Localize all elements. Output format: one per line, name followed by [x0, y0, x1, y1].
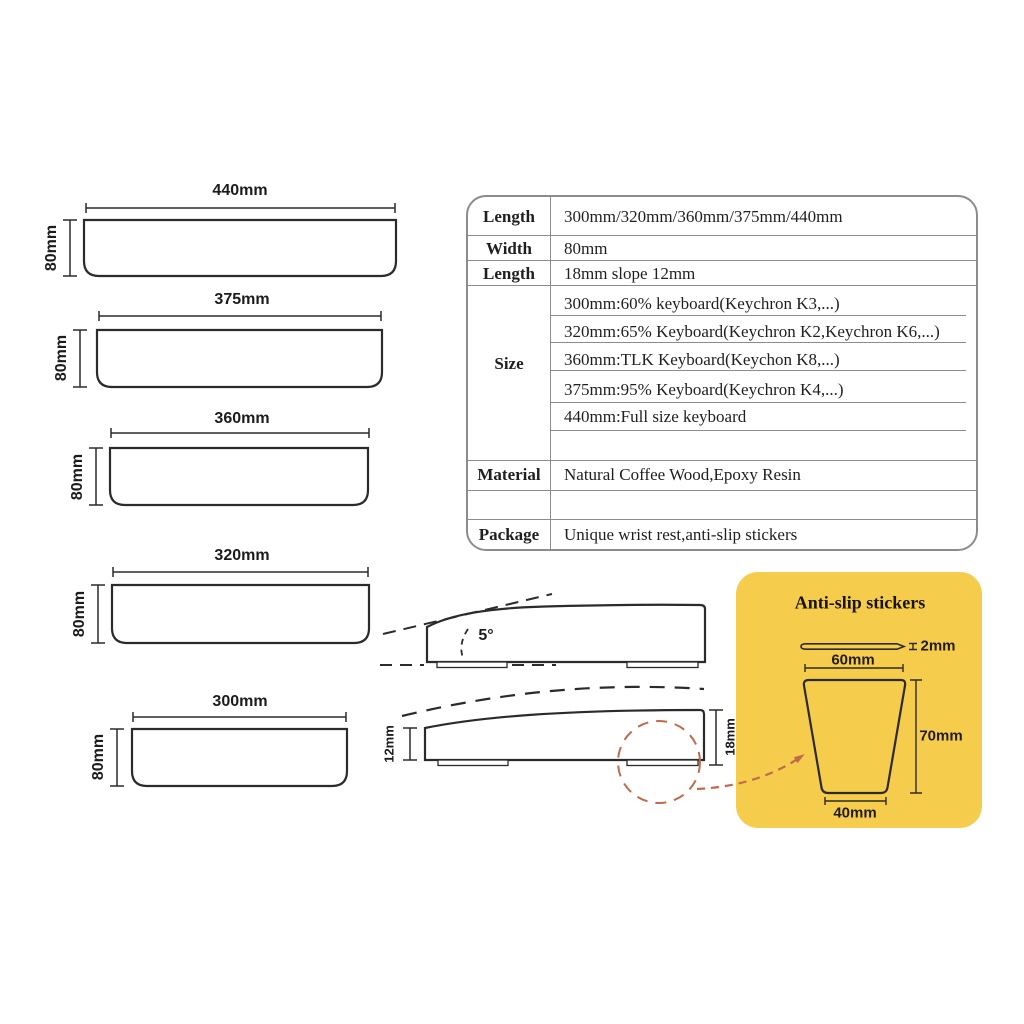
spec-row-width-label: Width	[486, 239, 532, 258]
spec-row-length-value: 300mm/320mm/360mm/375mm/440mm	[564, 207, 843, 226]
side-view-slope	[380, 594, 705, 668]
dim-label-80mm-5: 80mm	[90, 733, 107, 781]
slope-angle-label: 5°	[478, 627, 494, 644]
back-height-label: 18mm	[722, 718, 738, 756]
spec-row-material-label: Material	[477, 465, 541, 484]
sticker-top-width-label: 60mm	[831, 651, 875, 669]
side-view-heights	[402, 687, 723, 766]
spec-size-option-375: 375mm:95% Keyboard(Keychron K4,...)	[564, 380, 844, 399]
top-view-300	[110, 712, 347, 786]
sticker-panel-title: Anti-slip stickers	[794, 592, 926, 613]
spec-row-length-label: Length	[483, 207, 535, 226]
spec-size-option-440: 440mm:Full size keyboard	[564, 407, 747, 426]
dim-label-440mm: 440mm	[212, 182, 268, 199]
spec-table	[466, 195, 978, 551]
dim-label-80mm-3: 80mm	[69, 453, 86, 501]
sticker-bottom-width-label: 40mm	[833, 804, 877, 822]
top-view-440	[63, 203, 396, 276]
spec-row-material-value: Natural Coffee Wood,Epoxy Resin	[564, 465, 801, 484]
dim-label-375mm: 375mm	[214, 291, 270, 308]
front-height-label: 12mm	[381, 725, 397, 763]
dim-label-360mm: 360mm	[214, 410, 270, 427]
spec-row-height-label: Length	[483, 264, 535, 283]
top-view-320	[91, 567, 369, 643]
spec-size-option-360: 360mm:TLK Keyboard(Keychon K8,...)	[564, 350, 840, 369]
spec-row-package-value: Unique wrist rest,anti-slip stickers	[564, 525, 798, 544]
dim-label-80mm-2: 80mm	[53, 334, 70, 382]
dim-label-320mm: 320mm	[214, 547, 270, 564]
spec-size-option-320: 320mm:65% Keyboard(Keychron K2,Keychron K6,...)	[564, 322, 940, 341]
spec-row-height-value: 18mm slope 12mm	[564, 264, 696, 283]
dim-label-300mm: 300mm	[212, 693, 268, 710]
top-view-375	[73, 311, 382, 387]
dim-label-80mm-1: 80mm	[43, 224, 60, 272]
spec-row-size-label: Size	[494, 354, 524, 373]
top-view-360	[89, 428, 369, 505]
spec-row-package-label: Package	[478, 525, 540, 544]
table-column-divider	[550, 197, 551, 549]
sticker-height-label: 70mm	[919, 727, 963, 745]
spec-size-option-300: 300mm:60% keyboard(Keychron K3,...)	[564, 294, 840, 313]
spec-row-width-value: 80mm	[564, 239, 608, 258]
sticker-thickness-label: 2mm	[920, 637, 956, 655]
dim-label-80mm-4: 80mm	[71, 590, 88, 638]
